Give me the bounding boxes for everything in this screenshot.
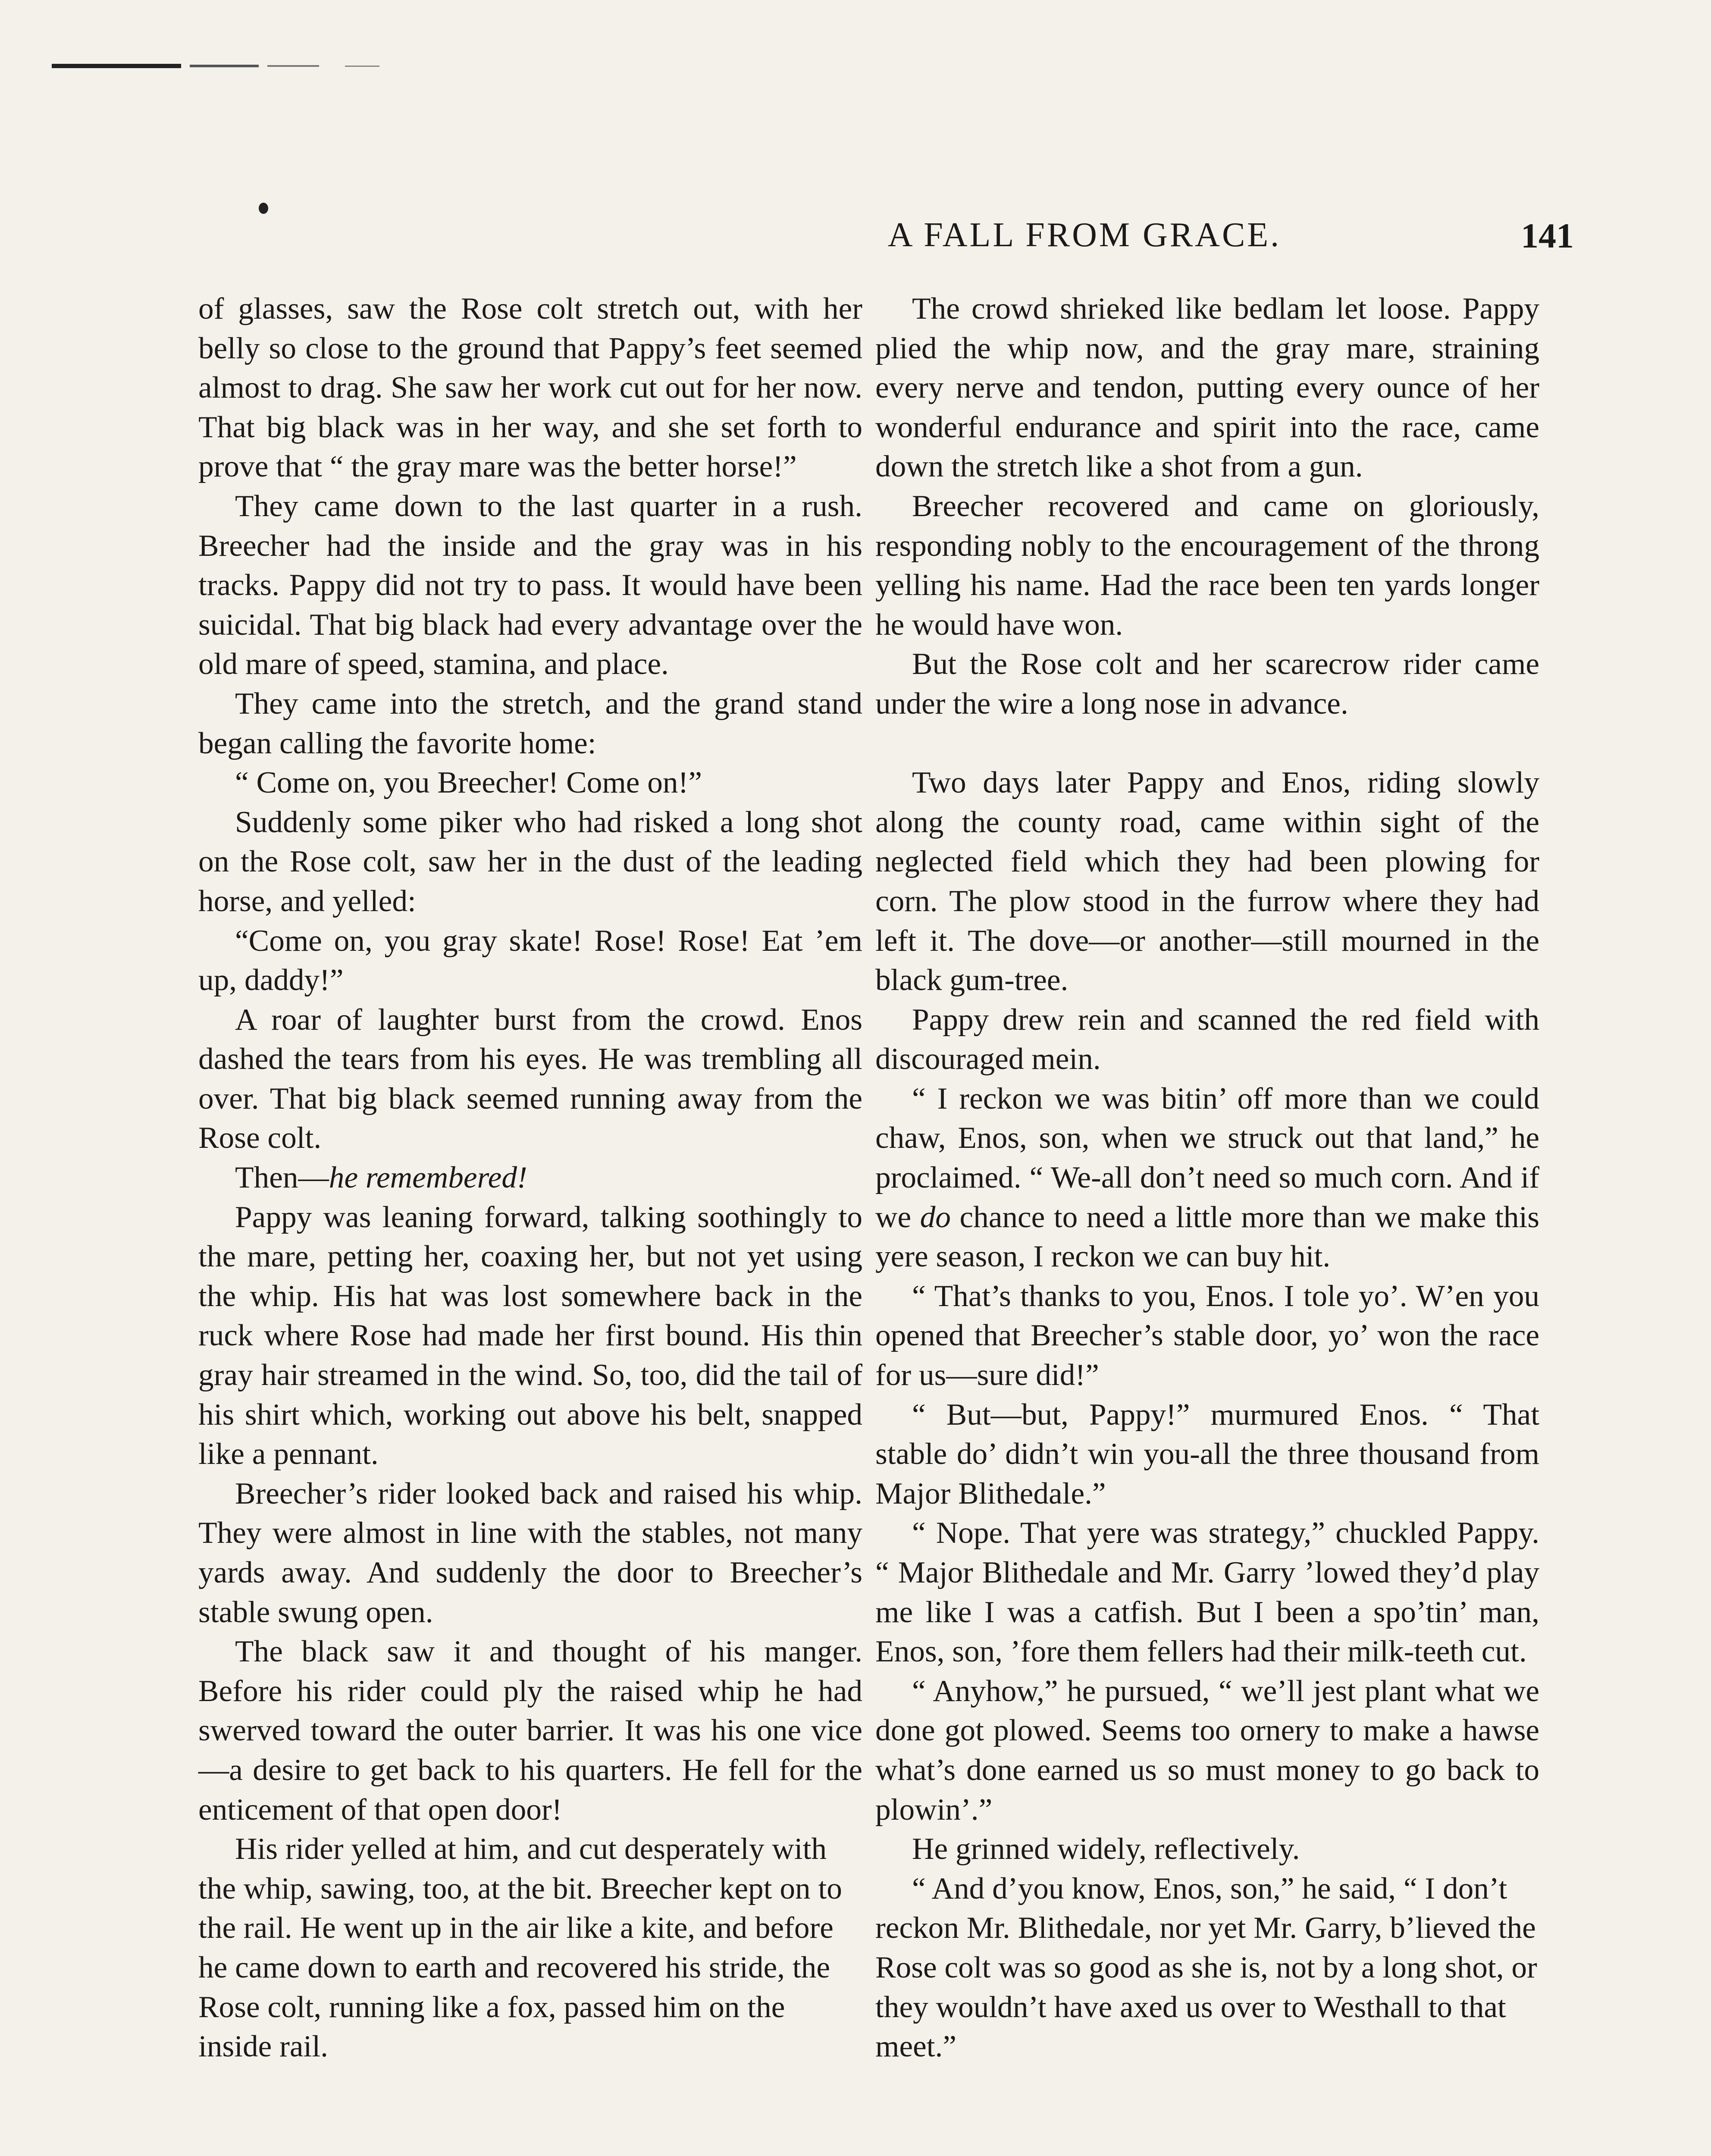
italic-text: do [920,1200,951,1234]
scan-edge-mark [52,60,440,73]
paragraph: He grinned widely, reflectively. [912,1832,1300,1866]
paragraph: “ Come on, you Breecher! Come on!” [235,765,702,800]
italic-text: he remembered! [329,1160,527,1195]
paragraph: “ But—but, Pappy!” murmured Enos. “ That stable do’ didn’t win you-all the three thousand from Major Blithedale.” [875,1397,1539,1510]
paragraph [198,1158,862,1197]
paragraph: “ That’s thanks to you, Enos. I tole yo’. W’en you opened that Breecher’s stable door, yo’ won the race for us—sure did!” [875,1279,1539,1392]
paragraph: But the Rose colt and her scarecrow rider came under the wire a long nose in advance. [875,647,1539,721]
ink-dot [259,203,268,214]
paragraph: His rider yelled at him, and cut desperately with the whip, sawing, too, at the bit. Breecher kept on to the rail. He went up in the air like a kite, and before he came down to earth and recovered his stride, the Rose colt, running like a fox, passed him on the inside rail. [198,1832,842,2064]
running-title: A FALL FROM GRACE. [887,216,1282,254]
paragraph: Pappy drew rein and scanned the red field with discouraged mein. [875,1002,1539,1076]
paragraph [875,1079,1539,1276]
page-number: 141 [1521,216,1574,255]
paragraph: The crowd shrieked like bedlam let loose. Pappy plied the whip now, and the gray mare, straining every nerve and tendon, putting every ounce of her wonderful endurance and spirit into the race, came down the stretch like a shot from a gun. [875,291,1539,484]
paragraph-text: “ I reckon we was bitin’ off more than we could chaw, Enos, son, when we struck out that land,” he proclaimed. “ We-all don’t need so much corn. And if we [875,1081,1539,1234]
left-text-column [198,289,862,2066]
paragraph: Suddenly some piker who had risked a long shot on the Rose colt, saw her in the dust of the leading horse, and yelled: [198,805,862,918]
paragraph: Breecher’s rider looked back and raised his whip. They were almost in line with the stables, not many yards away. And suddenly the door to Breecher’s stable swung open. [198,1476,862,1629]
paragraph: Breecher recovered and came on gloriously, responding nobly to the encouragement of the throng yelling his name. Had the race been ten yards longer he would have won. [875,489,1539,642]
paragraph: “ Nope. That yere was strategy,” chuckled Pappy. “ Major Blithedale and Mr. Garry ’lowed they’d play me like I was a catfish. But I been a spo’tin’ man, Enos, son, ’fore them fellers had their milk-teeth cut. [875,1516,1539,1669]
paragraph: A roar of laughter burst from the crowd. Enos dashed the tears from his eyes. He was trembling all over. That big black seemed running away from the Rose colt. [198,1002,862,1155]
paragraph: “ Anyhow,” he pursued, “ we’ll jest plant what we done got plowed. Seems too ornery to make a hawse what’s done earned us so must money to go back to plowin’.” [875,1673,1539,1827]
paragraph: “ And d’you know, Enos, son,” he said, “ I don’t reckon Mr. Blithedale, nor yet Mr. Garry, b’lieved the Rose colt was so good as she is, not by a long shot, or they wouldn’t have axed us over to Westhall to that meet.” [875,1871,1537,2064]
paragraph: The black saw it and thought of his manger. Before his rider could ply the raised whip he had swerved toward the outer barrier. It was his one vice—a desire to get back to his quarters. He fell for the enticement of that open door! [198,1634,862,1827]
paragraph: “Come on, you gray skate! Rose! Rose! Eat ’em up, daddy!” [198,923,862,997]
paragraph: Pappy was leaning forward, talking soothingly to the mare, petting her, coaxing her, but not yet using the whip. His hat was lost somewhere back in the ruck where Rose had made her first bound. His thin gray hair streamed in the wind. So, too, did the tail of his shirt which, working out above his belt, snapped like a pennant. [198,1200,862,1471]
paragraph: Two days later Pappy and Enos, riding slowly along the county road, came within sight of the neglected field which they had been plowing for corn. The plow stood in the furrow where they had left it. The dove—or another—still mourned in the black gum-tree. [875,765,1539,997]
paragraph: of glasses, saw the Rose colt stretch out, with her belly so close to the ground that Pappy’s feet seemed almost to drag. She saw her work cut out for her now. That big black was in her way, and she set forth to prove that “ the gray mare was the better horse!” [198,291,862,484]
paragraph: They came down to the last quarter in a rush. Breecher had the inside and the gray was in his tracks. Pappy did not try to pass. It would have been suicidal. That big black had every advantage over the old mare of speed, stamina, and place. [198,489,862,681]
paragraph: They came into the stretch, and the grand stand began calling the favorite home: [198,686,862,760]
paragraph-text: chance to need a little more than we make this yere season, I reckon we can buy hit. [875,1200,1539,1274]
right-text-column [875,289,1539,2066]
page-header [638,216,1574,255]
paragraph-text: Then— [235,1160,329,1195]
